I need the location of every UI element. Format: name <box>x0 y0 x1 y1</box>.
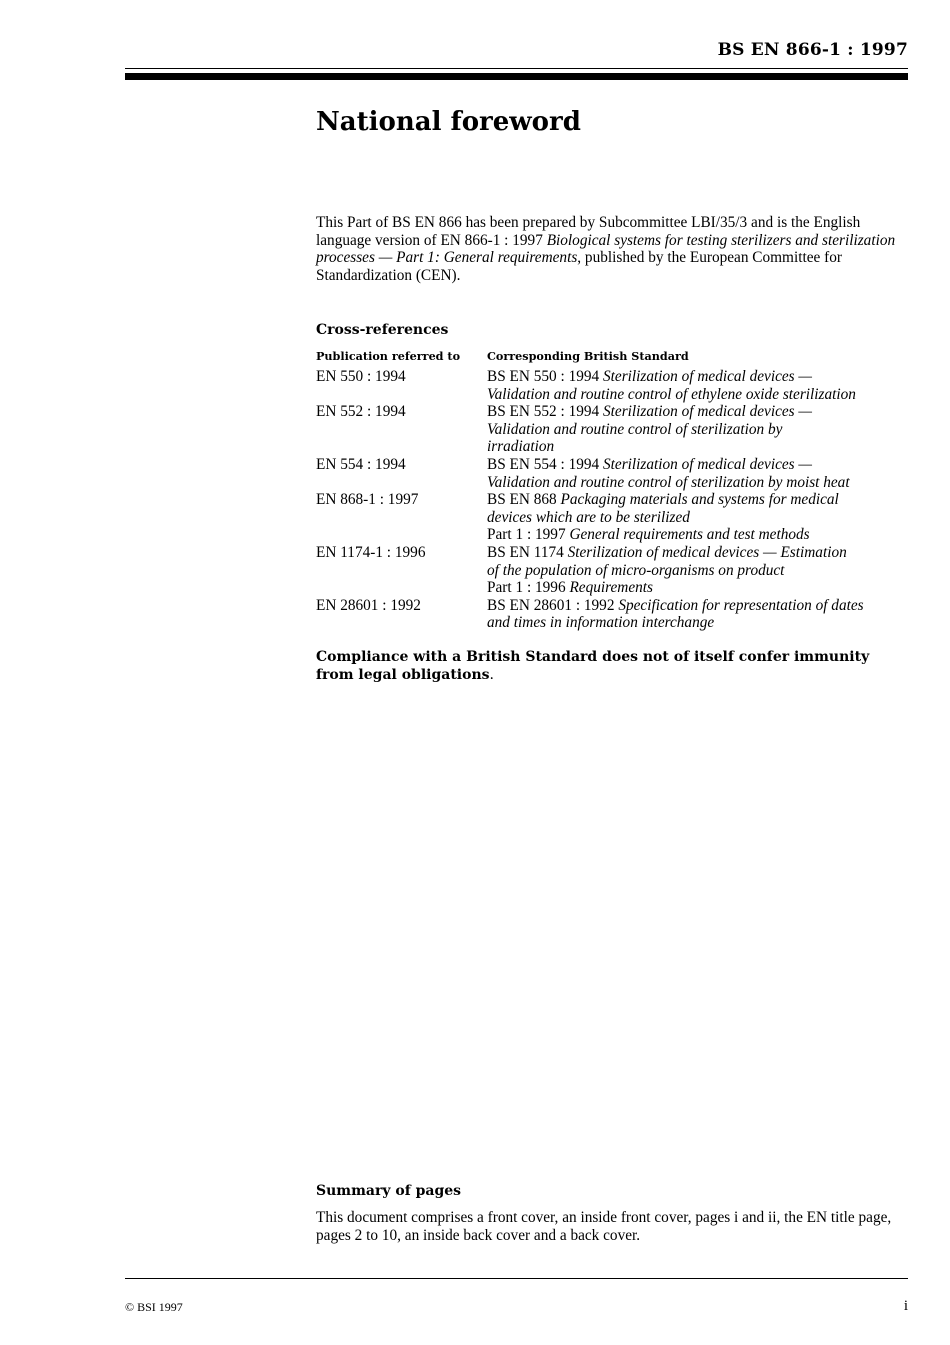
bs-part: Part 1 : 1997 <box>487 526 570 544</box>
publication-cell: EN 554 : 1994 <box>316 455 406 473</box>
bs-title: Validation and routine control of sterilization by <box>487 420 783 438</box>
publication-cell: EN 550 : 1994 <box>316 368 406 385</box>
compliance-tail: . <box>489 667 494 683</box>
british-standard-cell <box>487 456 916 491</box>
table-row <box>316 491 916 544</box>
summary-heading: Summary of pages <box>316 1183 462 1199</box>
table-row <box>316 403 916 456</box>
bs-number: BS EN 550 : 1994 <box>487 368 604 385</box>
table-row <box>316 597 916 632</box>
bs-title: Sterilization of medical devices — Estimation <box>567 543 847 561</box>
publication-cell: EN 868-1 : 1997 <box>316 491 419 509</box>
bs-title: Sterilization of medical devices — <box>603 368 813 385</box>
cross-references-heading: Cross-references <box>316 322 449 338</box>
bs-title: General requirements and test methods <box>569 526 810 544</box>
compliance-bold-text: Compliance with a British Standard does not of itself confer immunity from legal obligations <box>316 649 870 683</box>
bs-number: BS EN 868 <box>487 491 561 509</box>
bs-title: devices which are to be sterilized <box>487 508 690 526</box>
table-row <box>316 368 916 403</box>
bs-title: Validation and routine control of ethylene oxide sterilization <box>487 385 856 403</box>
british-standard-cell <box>487 403 916 456</box>
intro-standard-title: Biological systems for testing sterilizers and sterilization processes — Part 1: General requirements <box>316 231 896 267</box>
header-rule-thick <box>125 73 908 80</box>
bs-title: Sterilization of medical devices — <box>603 403 813 421</box>
table-row <box>316 544 916 597</box>
bs-title: irradiation <box>487 438 555 456</box>
british-standard-cell <box>487 368 916 403</box>
bs-title: Packaging materials and systems for medical <box>560 491 839 509</box>
document-code: BS EN 866-1 : 1997 <box>717 40 908 60</box>
publication-cell: EN 552 : 1994 <box>316 403 406 421</box>
bs-number: BS EN 552 : 1994 <box>487 403 604 421</box>
bs-number: BS EN 554 : 1994 <box>487 455 604 473</box>
bs-number: BS EN 28601 : 1992 <box>487 596 619 614</box>
bs-title: of the population of micro-organisms on product <box>487 561 785 579</box>
copyright: © BSI 1997 <box>125 1300 183 1314</box>
bs-number: BS EN 1174 <box>487 543 568 561</box>
bs-part: Part 1 : 1996 <box>487 579 570 597</box>
summary-text: This document comprises a front cover, an inside front cover, pages i and ii, the EN title page, pages 2 to 10, an inside back cover and a back cover. <box>316 1209 892 1244</box>
bs-title: Requirements <box>569 579 653 597</box>
compliance-statement <box>316 648 911 684</box>
bs-title: Validation and routine control of sterilization by moist heat <box>487 473 850 491</box>
british-standard-cell <box>487 491 916 544</box>
british-standard-cell <box>487 544 916 597</box>
publication-cell: EN 1174-1 : 1996 <box>316 543 426 561</box>
publication-cell: EN 28601 : 1992 <box>316 596 421 614</box>
cross-references-table <box>316 348 916 632</box>
british-standard-cell <box>487 597 916 632</box>
column-header-publication: Publication referred to <box>316 349 461 363</box>
table-row <box>316 456 916 491</box>
bs-title: and times in information interchange <box>487 614 715 632</box>
page-title: National foreword <box>316 107 581 137</box>
intro-text-a: This Part of BS EN 866 has been prepared by Subcommittee LBI/35/3 and is the English language version of EN 866-1 : 1997 <box>316 214 861 249</box>
page-number: i <box>903 1298 908 1314</box>
column-header-british-standard: Corresponding British Standard <box>487 349 689 363</box>
header-rule-thin <box>125 68 908 69</box>
intro-text-b: , published by the European Committee for Standardization (CEN). <box>316 249 842 284</box>
intro-paragraph <box>316 214 911 284</box>
bs-title: Sterilization of medical devices — <box>603 455 813 473</box>
footer-rule <box>125 1278 908 1279</box>
bs-title: Specification for representation of dates <box>618 596 864 614</box>
table-header-row <box>316 348 916 368</box>
